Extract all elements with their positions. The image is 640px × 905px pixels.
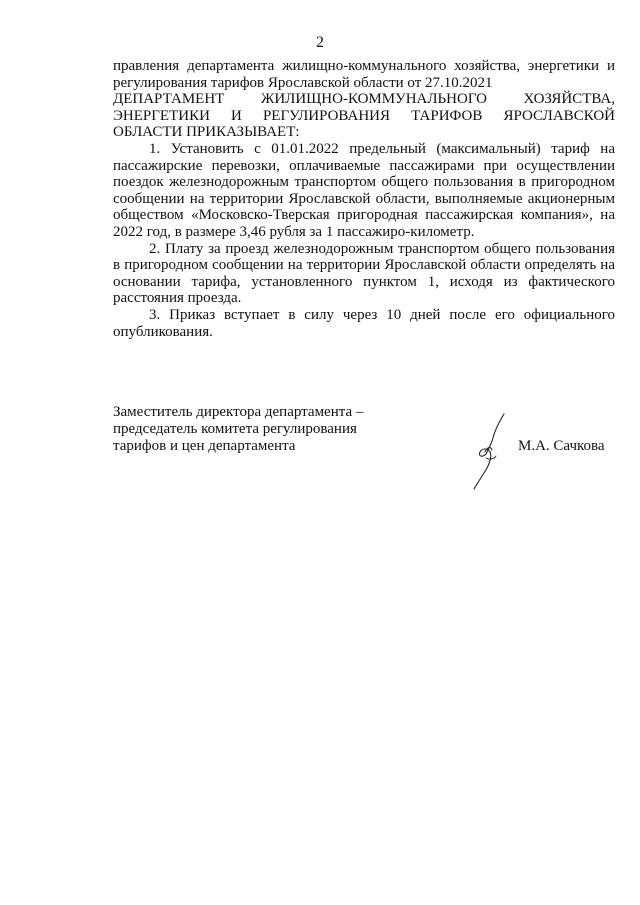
signer-name: М.А. Сачкова — [518, 438, 605, 454]
signatory-title-line: Заместитель директора департамента – — [113, 404, 364, 420]
page-number: 2 — [316, 34, 324, 51]
order-item-3: 3. Приказ вступает в силу через 10 дней после его официального опубликования. — [113, 306, 615, 340]
handwritten-signature — [466, 412, 516, 492]
order-item-1: 1. Установить с 01.01.2022 предельный (максимальный) тариф на пассажирские перевозки, оплачиваемые пассажирами при осуществлении поездок железнодорожным транспортом общего пользования в пригородном сообщении на территории Ярославской области, выполняемые акционерным обществом «Московско-Тверская пригородная пассажирская компания», на 2022 год, в размере 3,46 рубля за 1 пассажиро-километр. — [113, 140, 615, 240]
signatory-title-line: тарифов и цен департамента — [113, 438, 296, 454]
continuation-paragraph: правления департамента жилищно-коммунального хозяйства, энергетики и регулирования тарифов Ярославской области от 27.10.2021 — [113, 58, 615, 91]
order-item-2: 2. Плату за проезд железнодорожным транспортом общего пользования в пригородном сообщении на территории Ярославской области определять на основании тарифа, установленного пунктом 1, исходя из фактического расстояния проезда. — [113, 240, 615, 307]
document-body — [113, 58, 615, 340]
order-heading: ДЕПАРТАМЕНТ ЖИЛИЩНО-КОММУНАЛЬНОГО ХОЗЯЙСТВА, ЭНЕРГЕТИКИ И РЕГУЛИРОВАНИЯ ТАРИФОВ ЯРОСЛАВСКОЙ ОБЛАСТИ ПРИКАЗЫВАЕТ: — [113, 91, 615, 141]
signatory-title-line: председатель комитета регулирования — [113, 421, 357, 437]
